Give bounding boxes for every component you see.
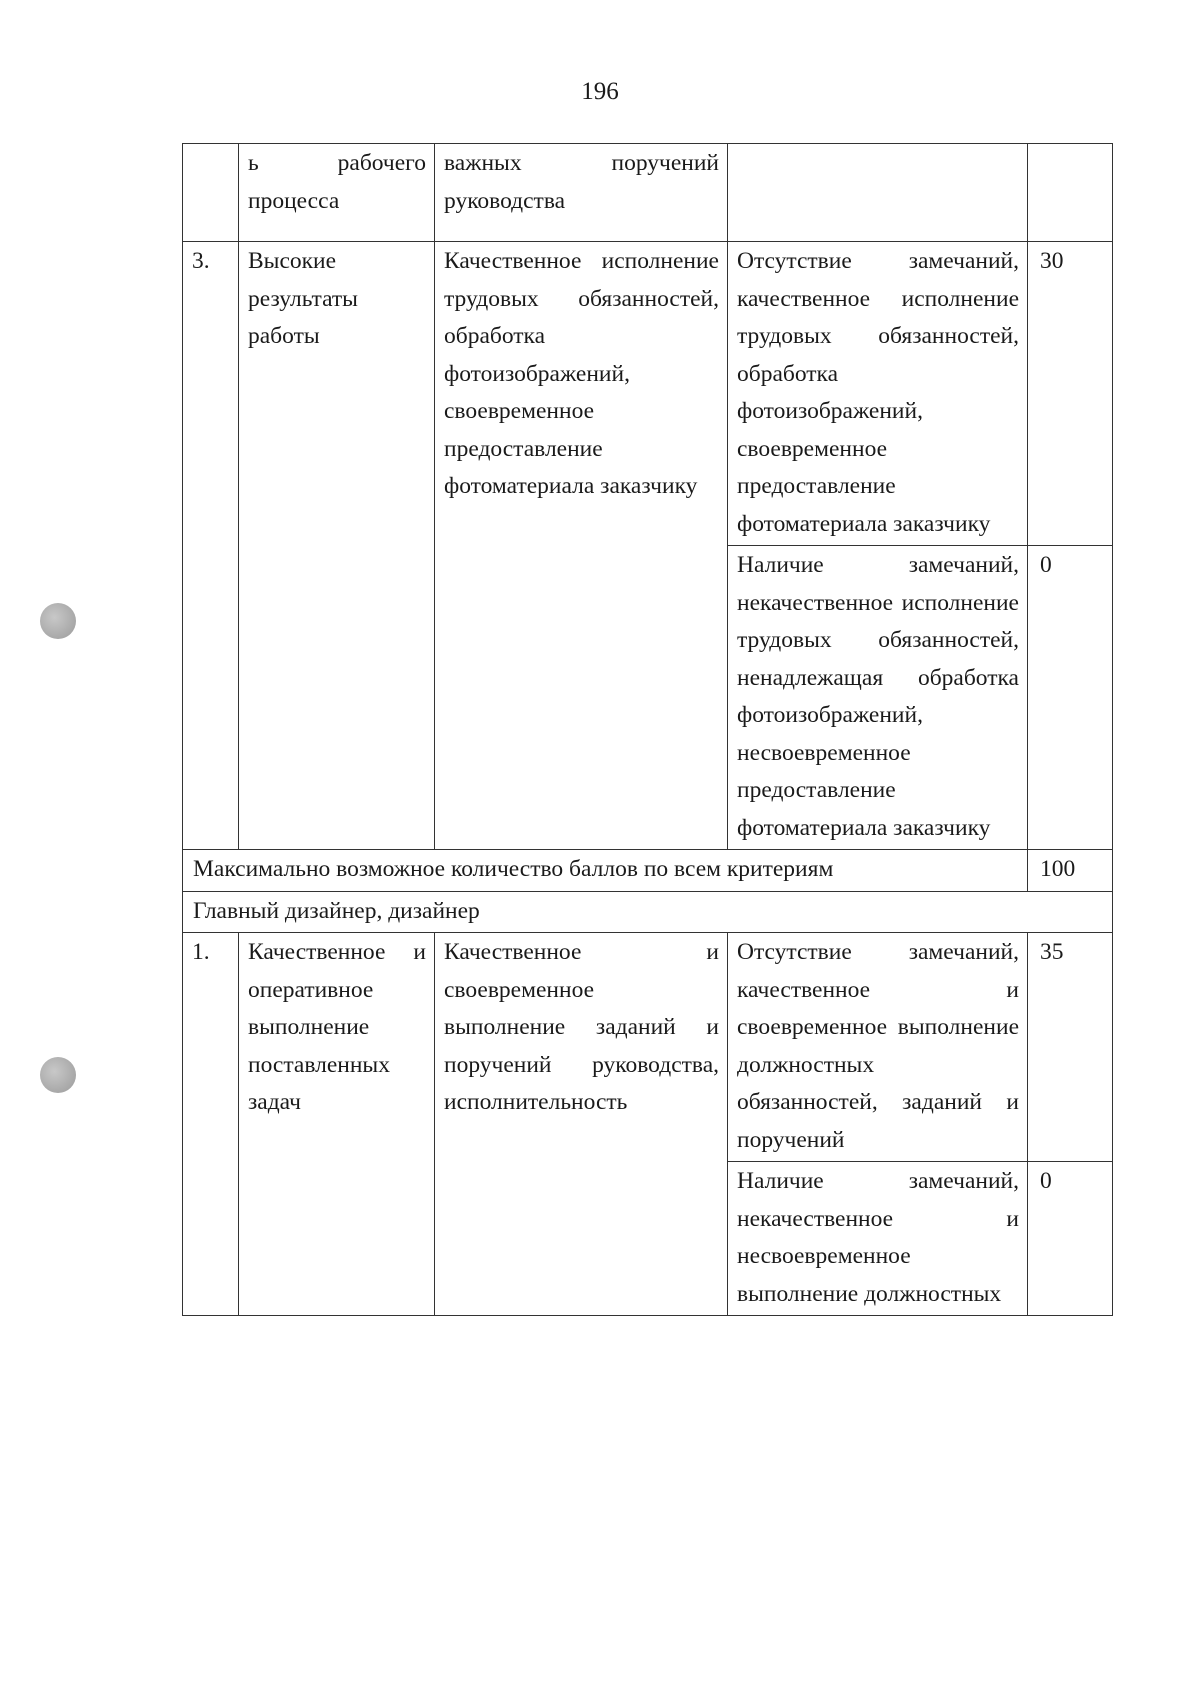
condition-positive-cell: Отсутствие замечаний, качественное исполнение трудовых обязанностей, обработка фотоизображений, своевременное предоставление фотоматериала заказчику [728,242,1028,546]
criterion-name-cell: Качественное и оперативное выполнение поставленных задач [239,933,435,1316]
points-negative-cell: 0 [1028,546,1113,850]
points-positive-cell: 35 [1028,933,1113,1162]
punch-hole-mark [40,603,76,639]
max-points-value: 100 [1028,850,1113,892]
criterion-description-cell: Качественное и своевременное выполнение заданий и поручений руководства, исполнительность [435,933,728,1316]
punch-hole-mark [40,1057,76,1093]
condition-positive-cell: Отсутствие замечаний, качественное и своевременное выполнение должностных обязанностей, заданий и поручений [728,933,1028,1162]
num-cell [183,144,239,242]
max-points-label: Максимально возможное количество баллов по всем критериям [183,850,1028,892]
section-header: Главный дизайнер, дизайнер [183,891,1113,933]
criterion-name-cell: ь рабочего процесса [239,144,435,242]
criterion-name-cell: Высокие результаты работы [239,242,435,850]
table-row-continuation [183,144,1113,242]
table-row-section-header [183,891,1113,933]
condition-negative-cell: Наличие замечаний, некачественное исполнение трудовых обязанностей, ненадлежащая обработка фотоизображений, несвоевременное предоставление фотоматериала заказчику [728,546,1028,850]
page-number: 196 [581,78,619,105]
criterion-description-cell: Качественное исполнение трудовых обязанностей, обработка фотоизображений, своевременное предоставление фотоматериала заказчику [435,242,728,850]
criterion-description-cell: важных поручений руководства [435,144,728,242]
points-cell [1028,144,1113,242]
criterion-number: 1. [183,933,239,1316]
points-positive-cell: 30 [1028,242,1113,546]
points-negative-cell: 0 [1028,1162,1113,1316]
table-row-max-points [183,850,1113,892]
criterion-number: 3. [183,242,239,850]
criteria-table [182,143,1113,1316]
table-row-criterion-1 [183,933,1113,1162]
table-row-criterion-3 [183,242,1113,546]
condition-cell [728,144,1028,242]
condition-negative-cell: Наличие замечаний, некачественное и несвоевременное выполнение должностных [728,1162,1028,1316]
